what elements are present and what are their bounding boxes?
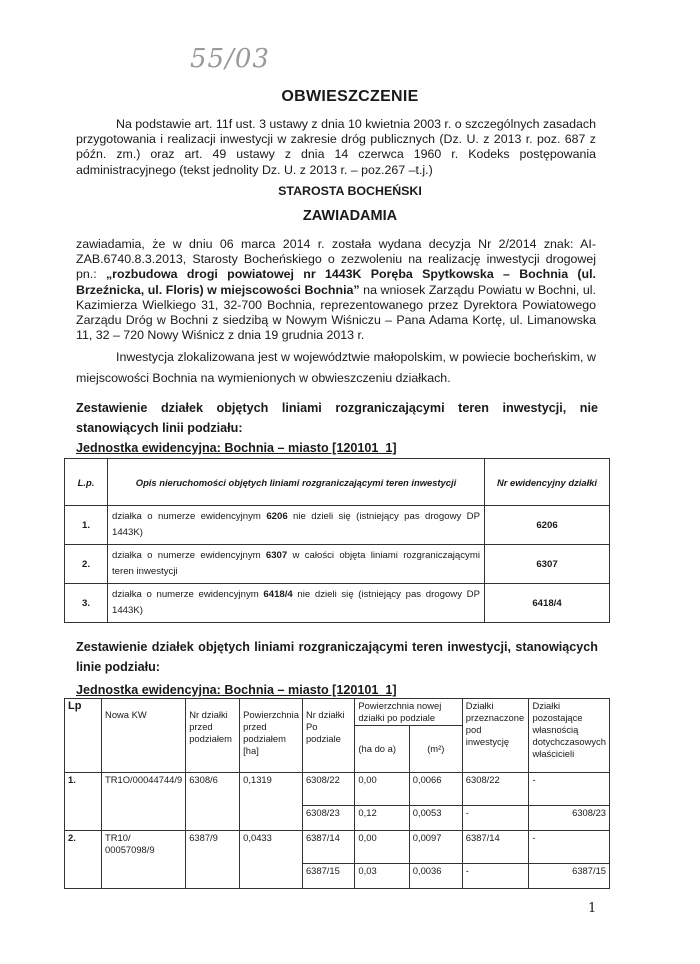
row-m2: 0,0097 (409, 831, 462, 864)
section1-heading: Zestawienie działek objętych liniami rozgraniczającymi teren inwestycji, nie stanowiących linii podziału: (76, 401, 598, 435)
col-before: Nr działki przed podziałem (186, 699, 240, 773)
desc-pre: działka o numerze ewidencyjnym (112, 511, 267, 522)
parcels-table-no-division (64, 458, 610, 623)
col-lp: Lp (65, 699, 102, 773)
row-remaining: 6308/23 (529, 806, 610, 831)
decision-paragraph (76, 237, 596, 343)
row-m2: 0,0036 (409, 864, 462, 889)
row-area: 0,1319 (240, 773, 303, 831)
table-row (65, 831, 610, 864)
row-lp: 3. (65, 584, 108, 623)
row-remaining: - (529, 831, 610, 864)
table-header-row (65, 459, 610, 506)
investment-name: „rozbudowa drogi powiatowej nr 1443K Poręba Spytkowska – Bochnia (ul. Brzeźnicka, ul. Floris) w miejscowości Bochnia” (76, 267, 596, 297)
desc-num: 6206 (266, 511, 288, 522)
row-parcel-number: 6206 (485, 506, 610, 545)
row-m2: 0,0066 (409, 773, 462, 806)
row-investment: - (462, 806, 529, 831)
parcels-table-division (64, 698, 610, 889)
row-investment: 6308/22 (462, 773, 529, 806)
decision-text-start: zawiadamia, że w dniu 06 marca 2014 r. została wydana decyzja Nr 2/2014 znak: AI-ZAB.6740.8.3.2013, Starosty Bocheńskiego o zezwoleniu na realizację inwestycji drogowej pn.: (76, 237, 596, 282)
section2-heading: Zestawienie działek objętych liniami rozgraniczającymi teren inwestycji, stanowiących linie podziału: (76, 640, 598, 674)
desc-post: nie dzieli się (istniejący pas drogowy DP 1443K) (112, 511, 480, 538)
row-parcel-number: 6307 (485, 545, 610, 584)
location-paragraph: Inwestycja zlokalizowana jest w województwie małopolskim, w powiecie bocheńskim, w miejscowości Bochnia na wymienionych w obwieszczeniu działkach. (76, 350, 596, 385)
authority-heading: STAROSTA BOCHEŃSKI (278, 184, 422, 198)
section1-unit: Jednostka ewidencyjna: Bochnia – miasto [120101_1] (76, 441, 397, 455)
row-after: 6387/15 (302, 864, 354, 889)
row-remaining: - (529, 773, 610, 806)
row-description (108, 506, 485, 545)
col-lp: L.p. (65, 459, 108, 506)
col-remaining: Działki pozostające własnością dotychczasowych właścicieli (529, 699, 610, 773)
announcement-heading: ZAWIADAMIA (302, 208, 398, 224)
desc-pre: działka o numerze ewidencyjnym (112, 550, 266, 561)
legal-basis-paragraph: Na podstawie art. 11f ust. 3 ustawy z dnia 10 kwietnia 2003 r. o szczególnych zasadach przygotowania i realizacji inwestycji w zakresie dróg publicznych (Dz. U. z 2013 r. poz. 687 z późn. zm.) oraz art. 49 ustawy z dnia 14 czerwca 1960 r. Kodeks postępowania administracyjnego (tekst jednolity Dz. U. z 2013 r. – poz.267 –t.j.) (76, 117, 596, 177)
desc-num: 6307 (265, 550, 288, 561)
row-description (108, 584, 485, 623)
table-row (65, 773, 610, 806)
row-remaining: 6387/15 (529, 864, 610, 889)
col-unit-m2: (m²) (409, 726, 462, 773)
row-after: 6308/22 (302, 773, 354, 806)
table-row (65, 584, 610, 623)
table-header-row (65, 699, 610, 726)
table-row (65, 545, 610, 584)
decision-text-end: na wniosek Zarządu Powiatu w Bochni, ul. Kazimierza Wielkiego 31, 32-700 Bochnia, reprezentowanego przez Dyrektora Powiatowego Zarządu Dróg w Bochni z siedzibą w Nowym Wiśniczu – Pana Adama Kortę, ul. Limanowska 11, 32 – 720 Nowy Wiśnicz z dnia 19 grudnia 2013 r. (76, 282, 597, 343)
row-ha: 0,00 (355, 831, 409, 864)
row-after: 6308/23 (302, 806, 354, 831)
row-new-kw: TR10/ 00057098/9 (102, 831, 186, 889)
col-new-area: Powierzchnia nowej działki po podziale (355, 699, 462, 726)
row-lp: 2. (65, 831, 102, 889)
section2-unit: Jednostka ewidencyjna: Bochnia – miasto [120101_1] (76, 683, 397, 697)
col-parcel-number: Nr ewidencyjny działki (485, 459, 610, 506)
row-ha: 0,03 (355, 864, 409, 889)
row-new-kw: TR1O/00044744/9 (102, 773, 186, 831)
handwritten-note: 55/03 (190, 44, 270, 74)
row-after: 6387/14 (302, 831, 354, 864)
col-unit-ha: (ha do a) (355, 726, 409, 773)
desc-num: 6418/4 (263, 589, 293, 600)
row-lp: 1. (65, 506, 108, 545)
col-after: Nr działki Po podziale (302, 699, 354, 773)
col-area: Powierzchnia przed podziałem [ha] (240, 699, 303, 773)
row-area: 0,0433 (240, 831, 303, 889)
col-new-kw: Nowa KW (102, 699, 186, 773)
row-m2: 0,0053 (409, 806, 462, 831)
row-ha: 0,12 (355, 806, 409, 831)
row-investment: 6387/14 (462, 831, 529, 864)
row-lp: 2. (65, 545, 108, 584)
document-title: OBWIESZCZENIE (281, 88, 419, 105)
row-before: 6308/6 (186, 773, 240, 831)
desc-pre: działka o numerze ewidencyjnym (112, 589, 264, 600)
col-description: Opis nieruchomości objętych liniami rozgraniczającymi teren inwestycji (108, 459, 485, 506)
page-number: 1 (588, 901, 597, 916)
col-for-investment: Działki przeznaczone pod inwestycję (462, 699, 529, 773)
desc-post: nie dzieli się (istniejący pas drogowy DP 1443K) (112, 589, 480, 616)
row-lp: 1. (65, 773, 102, 831)
row-description (108, 545, 485, 584)
row-before: 6387/9 (186, 831, 240, 889)
table-row (65, 506, 610, 545)
desc-post: w całości objęta liniami rozgraniczającymi teren inwestycji (112, 550, 480, 577)
row-parcel-number: 6418/4 (485, 584, 610, 623)
row-investment: - (462, 864, 529, 889)
row-ha: 0,00 (355, 773, 409, 806)
